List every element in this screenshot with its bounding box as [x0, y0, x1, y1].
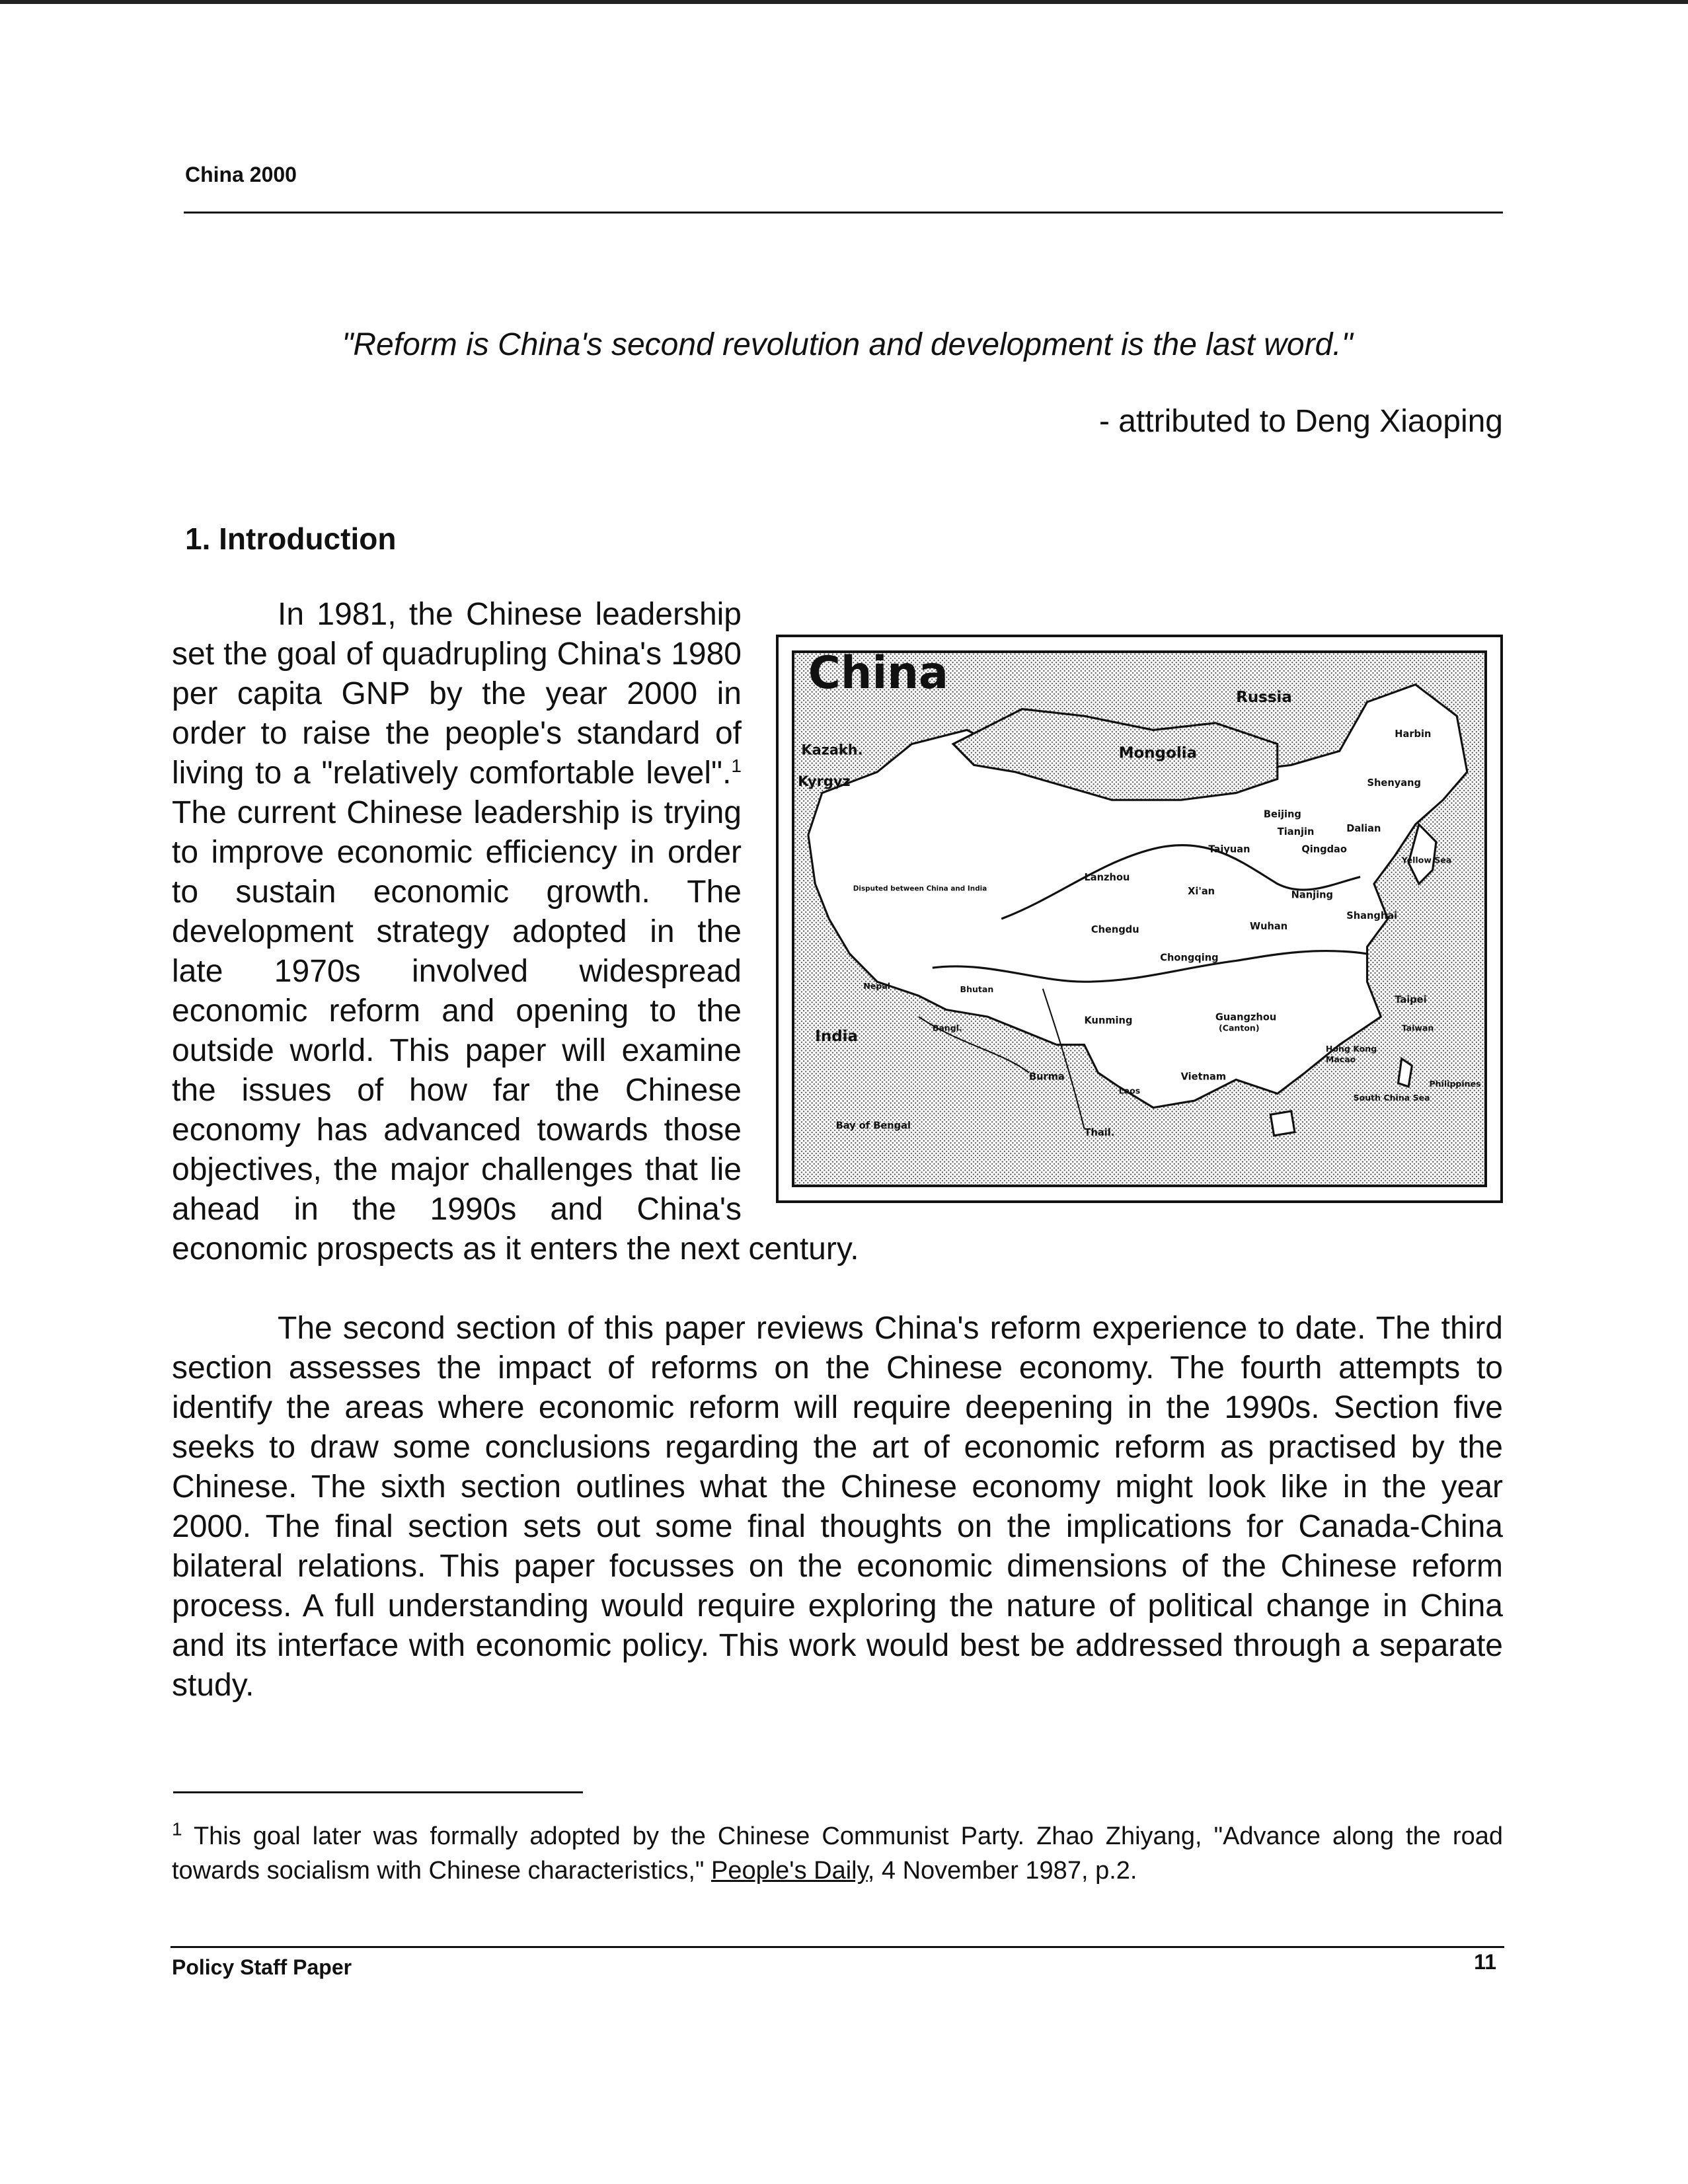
label-yellow-sea: Yellow Sea — [1401, 855, 1452, 865]
label-bay-of-bengal: Bay of Bengal — [835, 1120, 911, 1132]
label-philippines: Philippines — [1429, 1078, 1481, 1089]
paragraph-1-continued: The current Chinese leadership is trying to improve economic efficiency in order to sustain economic growth. The development strategy adopted in the late 1970s involved widespread economic reform and opening to the outside world. This paper will examine the issues of how far the Chinese economy has advanced towards those objectives, the major challenges that lie ahead in the 1990s and China's economic prospects as it enters the next century. — [172, 795, 859, 1267]
label-chengdu: Chengdu — [1091, 924, 1139, 936]
label-taipei: Taipei — [1395, 994, 1427, 1005]
label-burma: Burma — [1028, 1071, 1065, 1083]
map-frame — [776, 635, 1503, 1203]
running-title: China 2000 — [185, 163, 297, 186]
china-map — [794, 653, 1484, 1185]
epigraph-quote: "Reform is China's second revolution and development is the last word." — [342, 327, 1353, 362]
label-qingdao: Qingdao — [1301, 843, 1347, 855]
china-map-figure — [776, 635, 1503, 1203]
label-chongqing: Chongqing — [1160, 952, 1219, 964]
label-nanjing: Nanjing — [1291, 889, 1334, 901]
scan-top-edge — [0, 0, 1688, 4]
footnote-text: This goal later was formally adopted by the Chinese Communist Party. Zhao Zhiyang, "Advance along the road towards socialism with Chinese characteristics," — [172, 1822, 1503, 1885]
label-macao: Macao — [1325, 1054, 1356, 1064]
label-lanzhou: Lanzhou — [1084, 871, 1130, 883]
paragraph-2-text: The second section of this paper reviews China's reform experience to date. The third section assesses the impact of reforms on the Chinese economy. The fourth attempts to identify the areas where economic reform will require deepening in the 1990s. Section five seeks to draw some conclusions regarding the art of economic reform as practised by the Chinese. The sixth section outlines what the Chinese economy might look like in the year 2000. The final section sets out some final thoughts on the implications for Canada-China bilateral relations. This paper focusses on the economic dimensions of the Chinese reform process. A full understanding would require exploring the nature of political change in China and its interface with economic policy. This work would best be addressed through a separate study. — [172, 1311, 1503, 1703]
header-rule — [184, 212, 1503, 214]
label-hong-kong: Hong Kong — [1325, 1043, 1377, 1054]
label-nepal: Nepal — [863, 980, 891, 991]
label-guangzhou: Guangzhou — [1215, 1011, 1277, 1023]
label-xian: Xi'an — [1188, 885, 1215, 897]
label-wuhan: Wuhan — [1250, 920, 1288, 932]
footer-publication: Policy Staff Paper — [172, 1955, 352, 1979]
label-vietnam: Vietnam — [1180, 1071, 1227, 1083]
footnote-source: People's Daily — [710, 1857, 868, 1885]
label-india: India — [815, 1027, 858, 1046]
footnote-marker: 1 — [172, 1818, 182, 1840]
label-south-china-sea: South China Sea — [1353, 1092, 1430, 1103]
map-inner-frame — [792, 650, 1487, 1187]
label-kyrgyz: Kyrgyz — [798, 772, 851, 790]
label-dalian: Dalian — [1346, 822, 1381, 834]
label-mongolia: Mongolia — [1118, 744, 1198, 762]
label-bhutan: Bhutan — [960, 984, 994, 995]
label-kunming: Kunming — [1084, 1015, 1133, 1027]
hainan-island — [1270, 1111, 1295, 1136]
label-russia: Russia — [1236, 688, 1292, 707]
footer-rule — [171, 1946, 1504, 1948]
footnote-reference: 1 — [731, 756, 742, 776]
epigraph-attribution: - attributed to Deng Xiaoping — [1098, 404, 1503, 439]
label-taiwan: Taiwan — [1401, 1023, 1434, 1033]
label-tianjin: Tianjin — [1277, 826, 1315, 838]
map-title: China — [808, 653, 949, 699]
label-canton: (Canton) — [1219, 1023, 1260, 1033]
label-kazakh: Kazakh. — [801, 741, 863, 758]
label-harbin: Harbin — [1395, 728, 1432, 740]
footnote-citation: , 4 November 1987, p.2. — [867, 1857, 1137, 1885]
label-shenyang: Shenyang — [1367, 777, 1421, 789]
footnote — [172, 1819, 1503, 1888]
label-taiyuan: Taiyuan — [1208, 843, 1250, 855]
paragraph-1-text: In 1981, the Chinese leadership set the goal of quadrupling China's 1980 per capita GNP by the year 2000 in order to raise the people's standard of living to a "relatively comfortable level". — [172, 597, 742, 791]
footnote-rule — [173, 1791, 583, 1793]
label-shanghai: Shanghai — [1346, 910, 1398, 922]
label-disputed: Disputed between China and India — [853, 884, 987, 893]
label-beijing: Beijing — [1263, 808, 1301, 820]
paragraph-2 — [172, 1309, 1503, 1705]
page-number: 11 — [1474, 1950, 1496, 1974]
label-bangl: Bangl. — [932, 1023, 962, 1033]
section-heading: 1. Introduction — [185, 522, 397, 556]
body-text — [172, 595, 1503, 1705]
label-laos: Laos — [1118, 1085, 1141, 1096]
label-thail: Thail. — [1084, 1126, 1115, 1138]
